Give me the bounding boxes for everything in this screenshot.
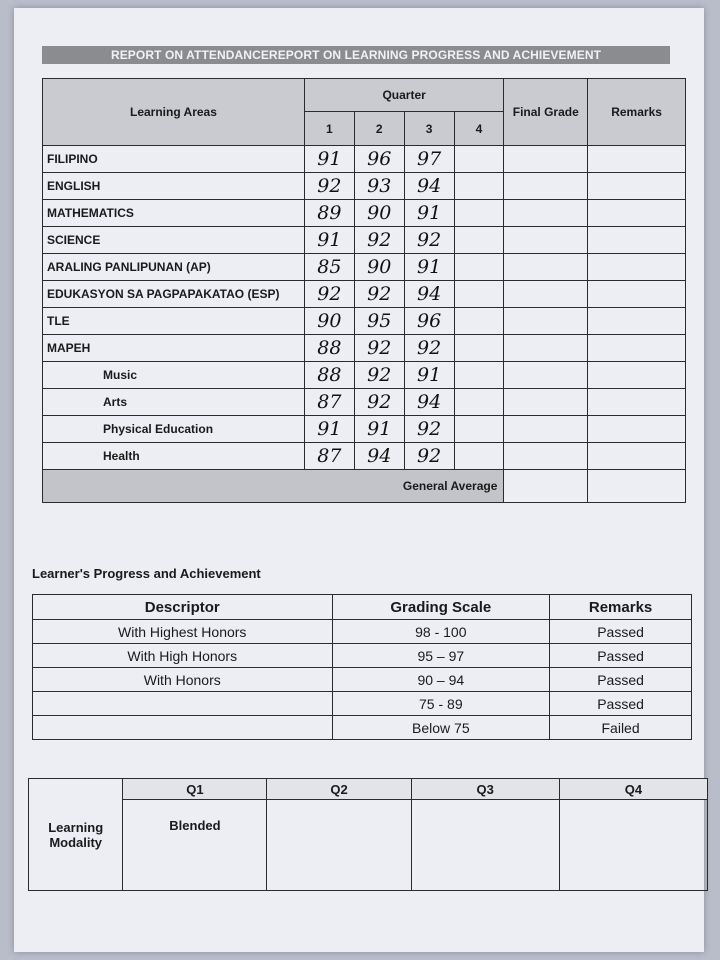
descriptor-cell	[33, 692, 333, 716]
final-grade	[504, 389, 588, 416]
report-title-band: REPORT ON ATTENDANCEREPORT ON LEARNING PROGRESS AND ACHIEVEMENT	[42, 46, 670, 64]
report-card-page	[14, 8, 704, 952]
mapeh-component-row	[43, 362, 686, 389]
remarks-header: Remarks	[588, 79, 686, 146]
final-grade	[504, 308, 588, 335]
progress-heading: Learner's Progress and Achievement	[32, 566, 261, 581]
descriptor-header: Descriptor	[33, 595, 333, 620]
q2-grade: 90	[354, 254, 404, 281]
scale-rows	[33, 620, 692, 740]
scale-row	[33, 692, 692, 716]
subject-row	[43, 254, 686, 281]
subject-rows	[43, 146, 686, 362]
grading-scale-cell: 95 – 97	[332, 644, 550, 668]
remarks	[588, 146, 686, 173]
remarks	[588, 200, 686, 227]
scale-row	[33, 620, 692, 644]
modality-q2-value	[267, 800, 411, 891]
final-grade	[504, 416, 588, 443]
grading-scale-cell: 75 - 89	[332, 692, 550, 716]
scale-row	[33, 716, 692, 740]
modality-q3-header: Q3	[411, 779, 559, 800]
q4-grade	[454, 200, 504, 227]
component-name: Music	[43, 362, 305, 389]
subject-row	[43, 227, 686, 254]
descriptor-cell: With High Honors	[33, 644, 333, 668]
modality-q1-header: Q1	[123, 779, 267, 800]
q2-grade: 92	[354, 389, 404, 416]
q1-grade: 87	[304, 389, 354, 416]
q2-grade: 93	[354, 173, 404, 200]
q1-grade: 85	[304, 254, 354, 281]
q4-grade	[454, 362, 504, 389]
subject-name: MATHEMATICS	[43, 200, 305, 227]
grading-scale-cell: 90 – 94	[332, 668, 550, 692]
subject-row	[43, 173, 686, 200]
q3-grade: 92	[404, 227, 454, 254]
q4-grade	[454, 254, 504, 281]
subject-row	[43, 146, 686, 173]
scale-row	[33, 668, 692, 692]
remarks-cell: Passed	[550, 692, 692, 716]
q1-grade: 90	[304, 308, 354, 335]
general-average-row	[43, 470, 686, 503]
grading-scale-table	[32, 594, 692, 740]
q2-grade: 92	[354, 335, 404, 362]
quarter-2-header: 2	[354, 112, 404, 146]
remarks-cell: Passed	[550, 644, 692, 668]
modality-q1-value: Blended	[123, 800, 267, 891]
subject-row	[43, 308, 686, 335]
subject-name: MAPEH	[43, 335, 305, 362]
modality-q3-value	[411, 800, 559, 891]
subject-row	[43, 335, 686, 362]
remarks	[588, 254, 686, 281]
component-name: Physical Education	[43, 416, 305, 443]
learning-modality-label: Learning Modality	[29, 779, 123, 891]
learning-modality-table	[28, 778, 708, 891]
scale-row	[33, 644, 692, 668]
scale-remarks-header: Remarks	[550, 595, 692, 620]
general-average-value	[504, 470, 588, 503]
q4-grade	[454, 281, 504, 308]
q2-grade: 96	[354, 146, 404, 173]
q1-grade: 91	[304, 146, 354, 173]
descriptor-cell: With Highest Honors	[33, 620, 333, 644]
final-grade	[504, 335, 588, 362]
q4-grade	[454, 227, 504, 254]
q2-grade: 95	[354, 308, 404, 335]
final-grade	[504, 200, 588, 227]
remarks	[588, 281, 686, 308]
mapeh-component-row	[43, 416, 686, 443]
q3-grade: 91	[404, 254, 454, 281]
q4-grade	[454, 308, 504, 335]
descriptor-cell: With Honors	[33, 668, 333, 692]
q2-grade: 94	[354, 443, 404, 470]
final-grade	[504, 281, 588, 308]
final-grade	[504, 254, 588, 281]
q1-grade: 92	[304, 281, 354, 308]
remarks-cell: Failed	[550, 716, 692, 740]
grading-scale-cell: Below 75	[332, 716, 550, 740]
quarter-3-header: 3	[404, 112, 454, 146]
remarks	[588, 308, 686, 335]
q3-grade: 94	[404, 281, 454, 308]
q3-grade: 91	[404, 200, 454, 227]
quarter-1-header: 1	[304, 112, 354, 146]
remarks-cell: Passed	[550, 668, 692, 692]
final-grade	[504, 146, 588, 173]
modality-q4-value	[559, 800, 707, 891]
grading-scale-cell: 98 - 100	[332, 620, 550, 644]
q1-grade: 89	[304, 200, 354, 227]
descriptor-cell	[33, 716, 333, 740]
subject-name: EDUKASYON SA PAGPAPAKATAO (ESP)	[43, 281, 305, 308]
q3-grade: 92	[404, 335, 454, 362]
q4-grade	[454, 443, 504, 470]
subject-name: SCIENCE	[43, 227, 305, 254]
q3-grade: 94	[404, 173, 454, 200]
q3-grade: 92	[404, 443, 454, 470]
final-grade	[504, 443, 588, 470]
q3-grade: 97	[404, 146, 454, 173]
q4-grade	[454, 173, 504, 200]
subject-row	[43, 200, 686, 227]
q1-grade: 91	[304, 227, 354, 254]
subject-name: FILIPINO	[43, 146, 305, 173]
quarter-header: Quarter	[304, 79, 503, 112]
component-name: Health	[43, 443, 305, 470]
final-grade	[504, 227, 588, 254]
q1-grade: 91	[304, 416, 354, 443]
final-grade	[504, 362, 588, 389]
q3-grade: 92	[404, 416, 454, 443]
q1-grade: 88	[304, 335, 354, 362]
mapeh-component-row	[43, 389, 686, 416]
q1-grade: 92	[304, 173, 354, 200]
remarks	[588, 389, 686, 416]
q1-grade: 87	[304, 443, 354, 470]
q4-grade	[454, 335, 504, 362]
q2-grade: 92	[354, 362, 404, 389]
subject-name: ENGLISH	[43, 173, 305, 200]
remarks-cell: Passed	[550, 620, 692, 644]
general-average-remarks	[588, 470, 686, 503]
q2-grade: 92	[354, 227, 404, 254]
q3-grade: 94	[404, 389, 454, 416]
remarks	[588, 335, 686, 362]
q3-grade: 96	[404, 308, 454, 335]
quarter-4-header: 4	[454, 112, 504, 146]
remarks	[588, 416, 686, 443]
final-grade-header: Final Grade	[504, 79, 588, 146]
q4-grade	[454, 416, 504, 443]
modality-q4-header: Q4	[559, 779, 707, 800]
mapeh-component-row	[43, 443, 686, 470]
q4-grade	[454, 389, 504, 416]
learning-areas-header: Learning Areas	[43, 79, 305, 146]
q2-grade: 91	[354, 416, 404, 443]
q2-grade: 92	[354, 281, 404, 308]
grading-scale-header: Grading Scale	[332, 595, 550, 620]
q1-grade: 88	[304, 362, 354, 389]
q2-grade: 90	[354, 200, 404, 227]
final-grade	[504, 173, 588, 200]
remarks	[588, 443, 686, 470]
general-average-label: General Average	[43, 470, 504, 503]
mapeh-rows	[43, 362, 686, 470]
component-name: Arts	[43, 389, 305, 416]
modality-q2-header: Q2	[267, 779, 411, 800]
q3-grade: 91	[404, 362, 454, 389]
grades-table	[42, 78, 686, 503]
remarks	[588, 227, 686, 254]
subject-row	[43, 281, 686, 308]
remarks	[588, 173, 686, 200]
subject-name: TLE	[43, 308, 305, 335]
subject-name: ARALING PANLIPUNAN (AP)	[43, 254, 305, 281]
q4-grade	[454, 146, 504, 173]
remarks	[588, 362, 686, 389]
